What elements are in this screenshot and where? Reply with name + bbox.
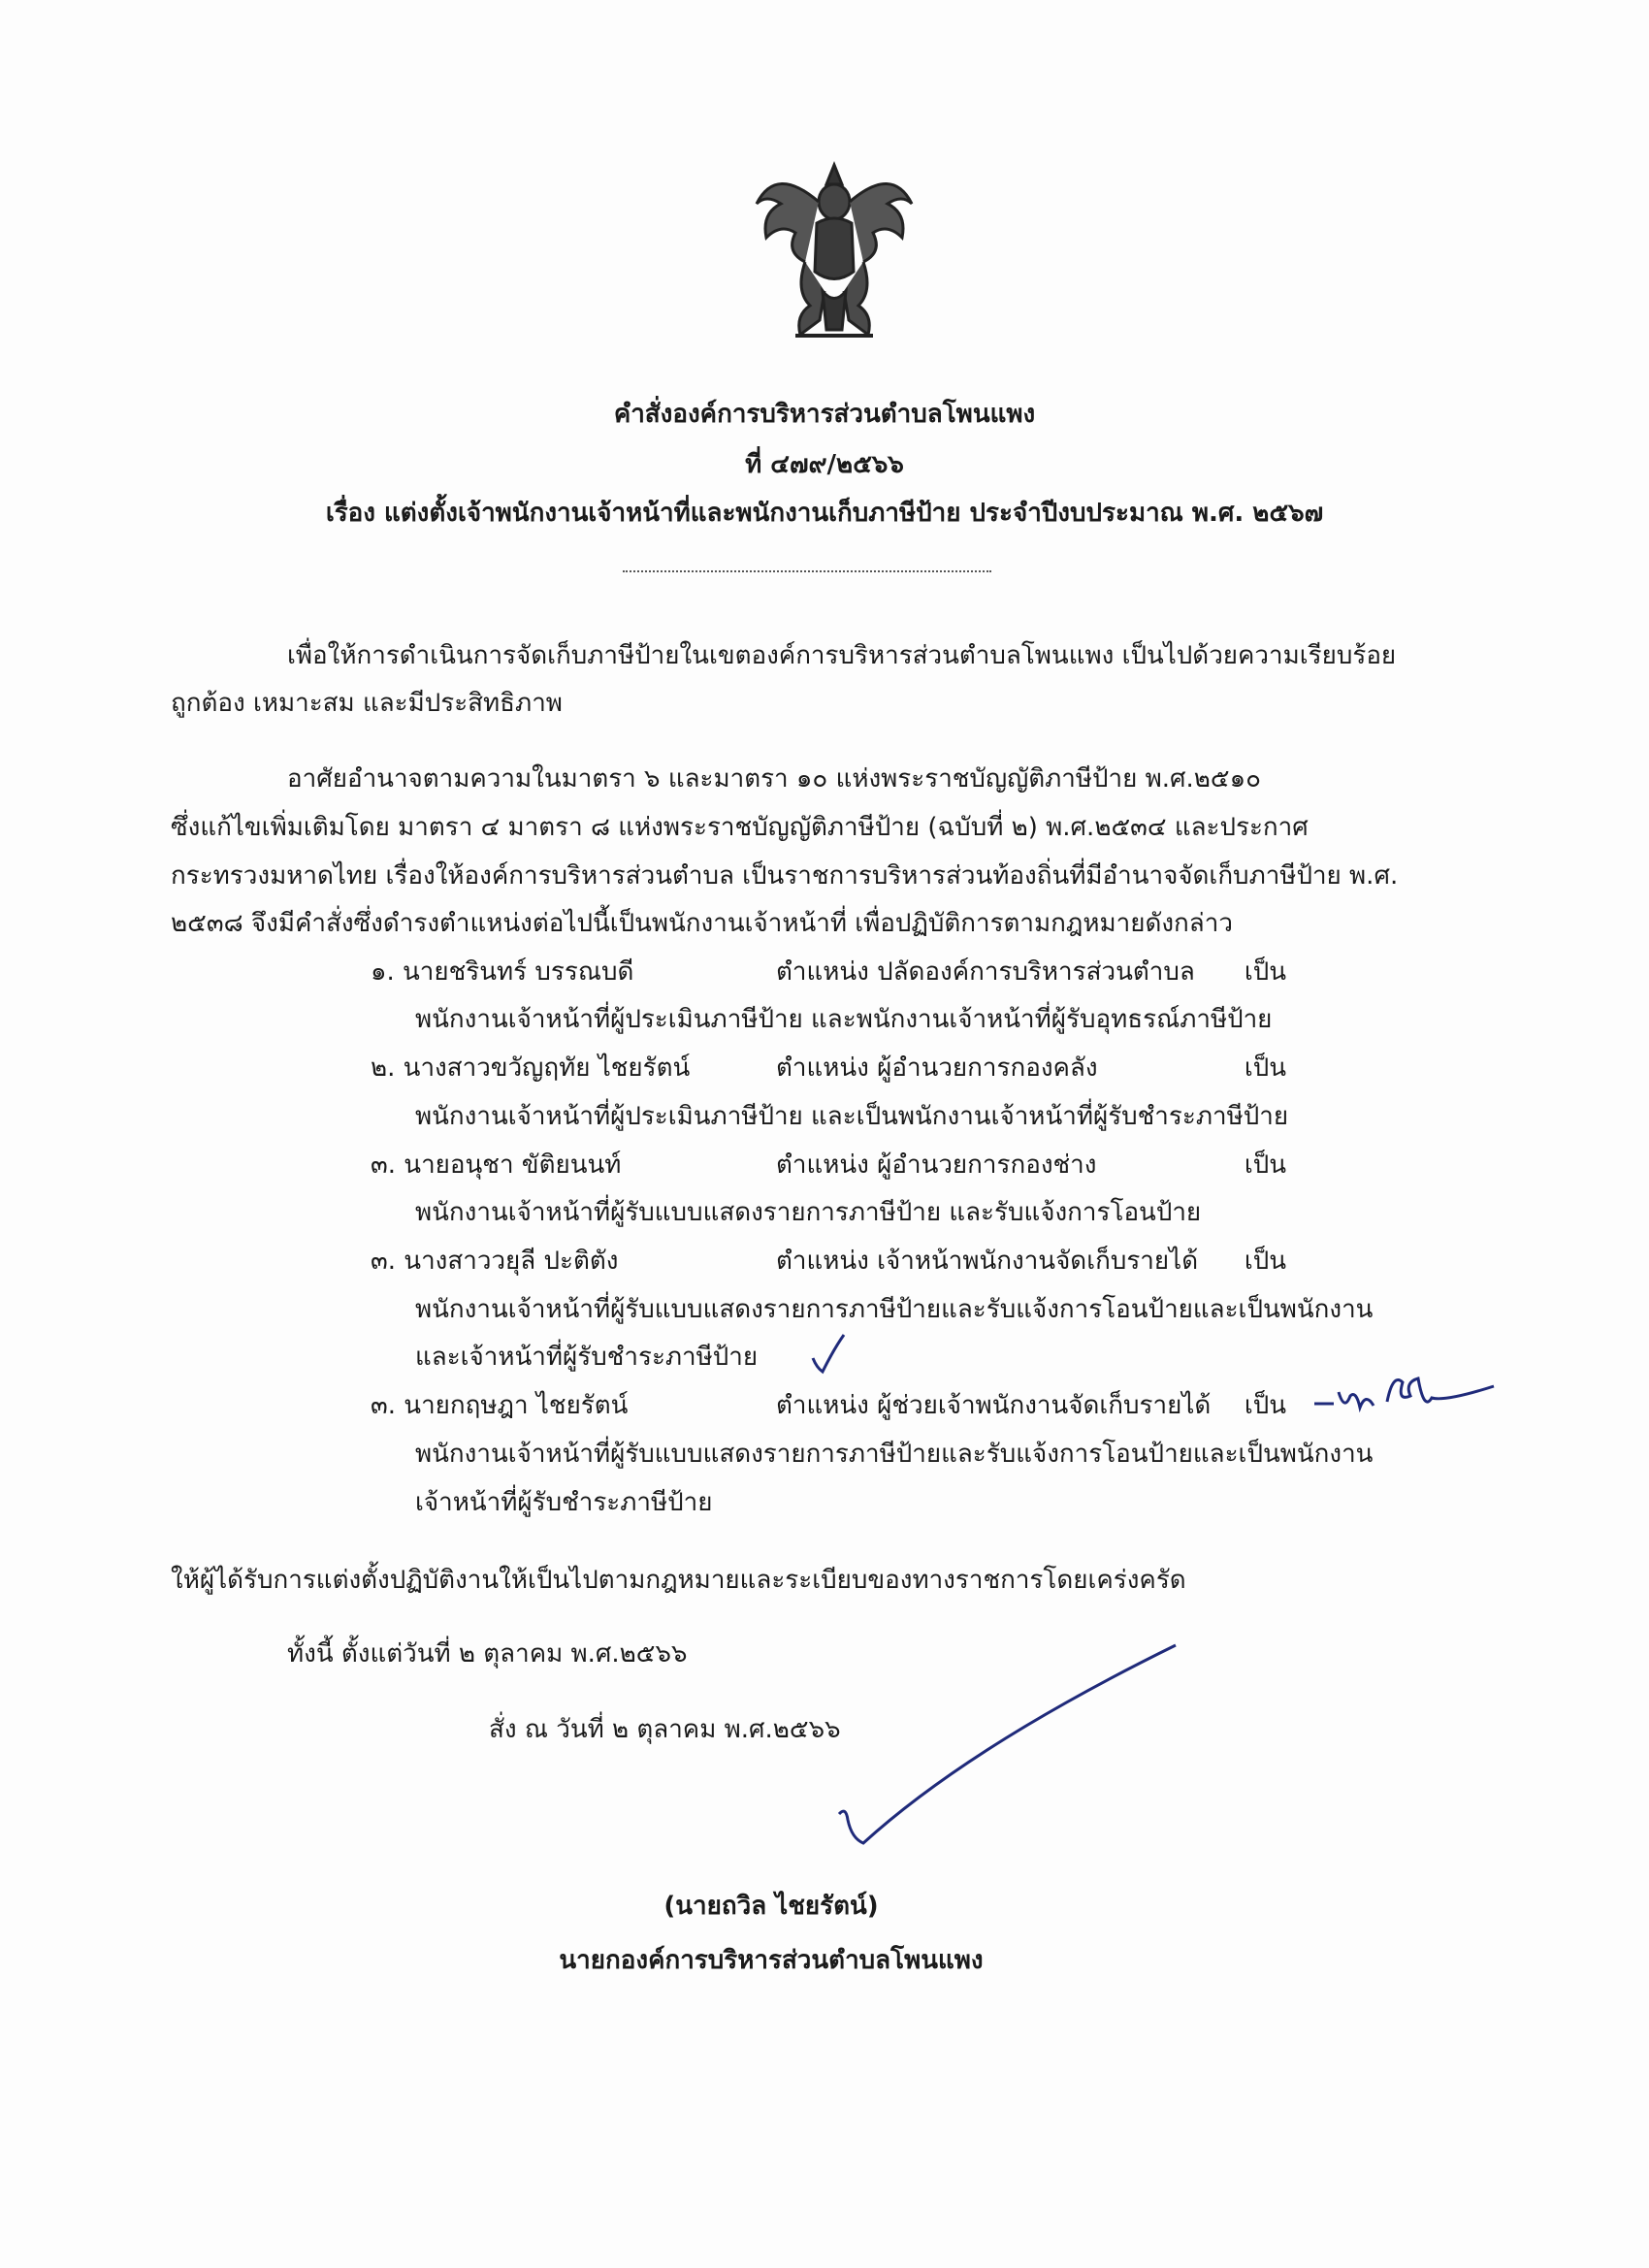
order-number: ที่ ๔๗๙/๒๕๖๖ xyxy=(745,450,904,479)
appointee-4-header xyxy=(371,1245,1321,1278)
appointee-1-as: เป็น xyxy=(1244,957,1286,987)
initial-mark-2 xyxy=(1310,1363,1504,1431)
appointee-5-duty-2: เจ้าหน้าที่ผู้รับชำระภาษีป้าย xyxy=(415,1488,713,1517)
appointee-4-duty-2: และเจ้าหน้าที่ผู้รับชำระภาษีป้าย xyxy=(415,1343,759,1372)
appointee-1-position: ตำแหน่ง ปลัดองค์การบริหารส่วนตำบล xyxy=(776,957,1195,987)
appointee-3-position: ตำแหน่ง ผู้อำนวยการกองช่าง xyxy=(776,1150,1097,1180)
authority-line-1: อาศัยอำนาจตามความในมาตรา ๖ และมาตรา ๑๐ แห่งพระราชบัญญัติภาษีป้าย พ.ศ.๒๕๑๐ xyxy=(287,764,1261,794)
appointee-2-duty: พนักงานเจ้าหน้าที่ผู้ประเมินภาษีป้าย และเป็นพนักงานเจ้าหน้าที่ผู้รับชำระภาษีป้าย xyxy=(415,1102,1289,1131)
appointee-3-as: เป็น xyxy=(1244,1150,1286,1180)
order-date: สั่ง ณ วันที่ ๒ ตุลาคม พ.ศ.๒๕๖๖ xyxy=(489,1715,841,1744)
intro-line-2: ถูกต้อง เหมาะสม และมีประสิทธิภาพ xyxy=(171,689,563,718)
appointee-2-header xyxy=(371,1052,1321,1085)
intro-line-1: เพื่อให้การดำเนินการจัดเก็บภาษีป้ายในเขตองค์การบริหารส่วนตำบลโพนแพง เป็นไปด้วยความเรียบร้อย xyxy=(287,641,1397,670)
appointee-4-as: เป็น xyxy=(1244,1247,1286,1276)
appointee-5-duty-1: พนักงานเจ้าหน้าที่ผู้รับแบบแสดงรายการภาษีป้ายและรับแจ้งการโอนป้ายและเป็นพนักงาน xyxy=(415,1440,1374,1469)
authority-line-3: กระทรวงมหาดไทย เรื่องให้องค์การบริหารส่วนตำบล เป็นราชการบริหารส่วนท้องถิ่นที่มีอำนาจจัดเก็บภาษีป้าย พ.ศ. xyxy=(171,861,1399,891)
appointee-4-duty-1: พนักงานเจ้าหน้าที่ผู้รับแบบแสดงรายการภาษีป้ายและรับแจ้งการโอนป้ายและเป็นพนักงาน xyxy=(415,1295,1374,1324)
appointee-3-header xyxy=(371,1149,1321,1182)
garuda-emblem-icon xyxy=(737,146,931,349)
closing-instruction: ให้ผู้ได้รับการแต่งตั้งปฏิบัติงานให้เป็นไปตามกฎหมายและระเบียบของทางราชการโดยเคร่งครัด xyxy=(171,1566,1186,1595)
appointee-2-position: ตำแหน่ง ผู้อำนวยการกองคลัง xyxy=(776,1053,1098,1083)
appointee-5-position: ตำแหน่ง ผู้ช่วยเจ้าพนักงานจัดเก็บรายได้ xyxy=(776,1391,1212,1420)
authority-line-2: ซึ่งแก้ไขเพิ่มเติมโดย มาตรา ๔ มาตรา ๘ แห่งพระราชบัญญัติภาษีป้าย (ฉบับที่ ๒) พ.ศ.๒๕๓๔ และประกาศ xyxy=(171,813,1309,842)
appointee-4-position: ตำแหน่ง เจ้าหน้าพนักงานจัดเก็บรายได้ xyxy=(776,1247,1199,1276)
appointee-1-header xyxy=(371,956,1321,988)
appointee-1-duty: พนักงานเจ้าหน้าที่ผู้ประเมินภาษีป้าย และพนักงานเจ้าหน้าที่ผู้รับอุทธรณ์ภาษีป้าย xyxy=(415,1005,1273,1034)
signer-name: (นายถวิล ไชยรัตน์) xyxy=(663,1892,879,1921)
appointee-1-name: ๑. นายชรินทร์ บรรณบดี xyxy=(371,957,634,987)
appointee-4-name: ๓. นางสาววยุลี ปะติตัง xyxy=(371,1247,619,1276)
appointee-5-as: เป็น xyxy=(1244,1391,1286,1420)
appointee-3-name: ๓. นายอนุชา ขัติยนนท์ xyxy=(371,1150,622,1180)
appointee-3-duty: พนักงานเจ้าหน้าที่ผู้รับแบบแสดงรายการภาษีป้าย และรับแจ้งการโอนป้าย xyxy=(415,1198,1202,1227)
effective-date: ทั้งนี้ ตั้งแต่วันที่ ๒ ตุลาคม พ.ศ.๒๕๖๖ xyxy=(287,1639,688,1669)
initial-mark-1 xyxy=(795,1329,873,1387)
header-divider xyxy=(623,570,991,572)
order-title: คำสั่งองค์การบริหารส่วนตำบลโพนแพง xyxy=(613,400,1036,429)
appointee-5-header xyxy=(371,1389,1321,1422)
appointee-2-as: เป็น xyxy=(1244,1053,1286,1083)
appointee-2-name: ๒. นางสาวขวัญฤทัย ไชยรัตน์ xyxy=(371,1053,691,1083)
signer-title: นายกองค์การบริหารส่วนตำบลโพนแพง xyxy=(559,1946,984,1975)
signature-mark xyxy=(795,1639,1203,1863)
appointee-5-name: ๓. นายกฤษฎา ไชยรัตน์ xyxy=(371,1391,629,1420)
authority-line-4: ๒๕๓๘ จึงมีคำสั่งซึ่งดำรงตำแหน่งต่อไปนี้เป็นพนักงานเจ้าหน้าที่ เพื่อปฏิบัติการตามกฎหมายดังกล่าว xyxy=(171,909,1233,938)
order-subject: เรื่อง แต่งตั้งเจ้าพนักงานเจ้าหน้าที่และพนักงานเก็บภาษีป้าย ประจำปีงบประมาณ พ.ศ. ๒๕๖๗ xyxy=(325,499,1324,528)
